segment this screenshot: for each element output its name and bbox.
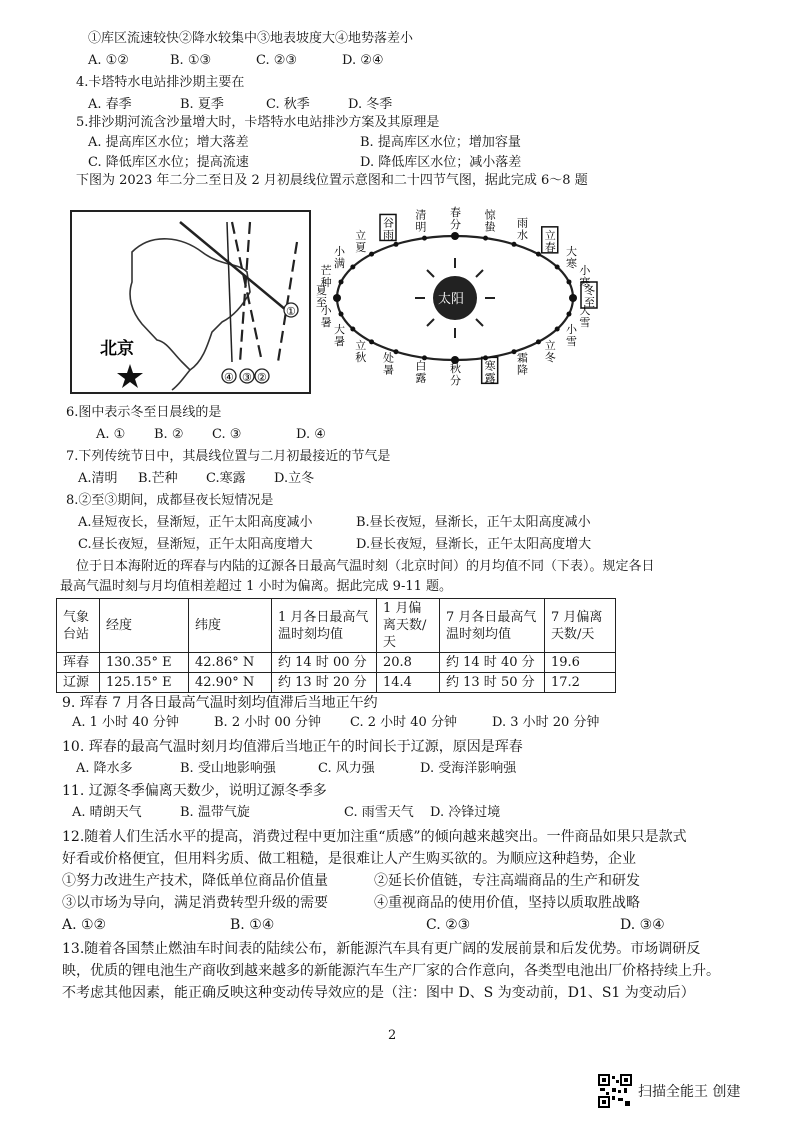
intro-6-8: 下图为 2023 年二分二至日及 2 月初晨线位置示意图和二十四节气图，据此完成 6～8 题: [76, 173, 588, 188]
q7-stem: 7.下列传统节日中，其晨线位置与二月初最接近的节气是: [66, 449, 391, 464]
q8-stem: 8.②至③期间，成都昼夜长短情况是: [66, 493, 274, 508]
table-row: [57, 673, 616, 693]
line-label-1: ①: [286, 305, 296, 318]
table-header: 7 月偏离天数/天: [545, 599, 616, 653]
solar-term-label: 露: [415, 371, 427, 385]
table-header: 纬度: [189, 599, 272, 653]
orbit-point: [569, 294, 577, 302]
q13-stem-line1: 13.随着各国禁止燃油车时间表的陆续公布，新能源汽车具有更广阔的发展前景和后发优势。市场调研反: [62, 941, 701, 957]
q7-option-a: A.清明: [78, 471, 118, 486]
solar-term-label: 冬: [584, 284, 595, 297]
q5-option-d: D. 降低库区水位；减小落差: [360, 155, 522, 170]
orbit-point: [339, 312, 344, 317]
solar-term-label: 白: [415, 359, 427, 373]
terminator-line-extra: [227, 222, 232, 362]
solar-term-label: 夏: [355, 240, 367, 254]
q10-option-d: D. 受海洋影响强: [420, 761, 517, 776]
q10-stem: 10. 珲春的最高气温时刻月均值滞后当地正午的时间长于辽源，原因是珲春: [62, 739, 523, 755]
line-label-2: ②: [257, 371, 267, 384]
orbit-point: [369, 252, 374, 257]
q6-option-d: D. ④: [296, 427, 326, 442]
table-cell: 42.86° N: [189, 653, 272, 673]
solar-term-label: 暑: [320, 316, 332, 330]
q5-option-c: C. 降低库区水位；提高流速: [88, 155, 249, 170]
q13-stem-line3: 不考虑其他因素，能正确反映这种变动传导效应的是（注：图中 D、S 为变动前，D1、S1 为变动后）: [62, 985, 695, 1001]
solar-term-label: 雨: [517, 216, 528, 230]
beijing-label: 北京: [100, 339, 134, 359]
q4-option-a: A. 春季: [88, 97, 132, 112]
solar-term-label: 大: [579, 304, 591, 318]
line-label-4: ④: [224, 371, 234, 384]
solar-term-label: 霜: [517, 351, 528, 365]
q10-option-c: C. 风力强: [318, 761, 375, 776]
table-row: [57, 653, 616, 673]
solar-term-label: 立: [544, 339, 556, 353]
q6-option-c: C. ③: [212, 427, 242, 442]
orbit-point: [555, 265, 560, 270]
q3-option-a: A. ①②: [88, 53, 129, 68]
q4-option-d: D. 冬季: [348, 97, 393, 112]
intro-9-11-line2: 最高气温时刻与月均值相差超过 1 小时为偏离。据此完成 9-11 题。: [60, 579, 453, 594]
solar-term-label: 秋: [355, 351, 367, 365]
solar-term-label: 蛰: [484, 220, 496, 234]
q7-option-b: B.芒种: [138, 471, 178, 486]
q9-stem: 9. 珲春 7 月各日最高气温时刻均值滞后当地正午约: [62, 695, 378, 711]
q12-statement-3: ③以市场为导向，满足消费转型升级的需要: [62, 895, 328, 911]
q4-stem: 4.卡塔特水电站排沙期主要在: [76, 75, 245, 90]
solar-term-label: 寒: [579, 275, 591, 289]
terminator-map-svg: [72, 212, 309, 392]
solar-term-label: 大: [333, 323, 345, 336]
terminator-line-2: [232, 222, 262, 362]
solar-term-label: 处: [383, 351, 394, 365]
solar-term-label: 芒: [320, 263, 332, 277]
solar-term-label: 寒: [566, 257, 578, 270]
table-cell: 约 14 时 40 分: [440, 653, 545, 673]
q3-option-b: B. ①③: [170, 53, 212, 68]
orbit-point: [350, 327, 355, 332]
solar-term-label: 水: [517, 228, 528, 242]
terminator-line-1: [180, 222, 286, 310]
orbit-point: [483, 236, 488, 241]
solar-term-label: 暑: [333, 335, 345, 348]
q4-option-b: B. 夏季: [180, 97, 224, 112]
orbit-point: [333, 294, 341, 302]
orbit-point: [566, 312, 571, 317]
q8-option-a: A.昼短夜长，昼渐短，正午太阳高度减小: [78, 515, 313, 530]
table-header-row: [57, 599, 616, 653]
q9-option-b: B. 2 小时 00 分钟: [214, 715, 322, 730]
table-cell: 约 14 时 00 分: [272, 653, 377, 673]
table-header: 1 月偏离天数/天: [377, 599, 440, 653]
orbit-point: [394, 349, 399, 354]
table-cell: 14.4: [377, 673, 440, 693]
solar-term-label: 雪: [579, 316, 591, 330]
orbit-point: [422, 236, 427, 241]
q5-stem: 5.排沙期河流含沙量增大时，卡塔特水电站排沙方案及其原理是: [76, 115, 440, 130]
solar-term-label: 清: [415, 208, 427, 222]
qr-code-icon: [598, 1074, 632, 1108]
orbit-point: [536, 339, 541, 344]
orbit-point: [350, 265, 355, 270]
solar-term-label: 降: [517, 363, 528, 377]
orbit-point: [566, 279, 571, 284]
table-cell: 42.90° N: [189, 673, 272, 693]
q9-option-d: D. 3 小时 20 分钟: [492, 715, 600, 730]
q12-option-c: C. ②③: [426, 917, 471, 933]
solar-term-label: 雨: [383, 228, 394, 242]
orbit-point: [512, 242, 517, 247]
q11-option-d: D. 冷锋过境: [430, 805, 501, 820]
table-header: 经度: [100, 599, 189, 653]
table-cell: 125.15° E: [100, 673, 189, 693]
q3-option-c: C. ②③: [256, 53, 298, 68]
q10-option-b: B. 受山地影响强: [180, 761, 276, 776]
q5-option-a: A. 提高库区水位；增大落差: [88, 135, 249, 150]
solar-terms-svg: [318, 196, 608, 410]
intro-9-11-line1: 位于日本海附近的珲春与内陆的辽源各日最高气温时刻（北京时间）的月均值不同（下表）。规定各日: [76, 559, 655, 574]
q11-option-b: B. 温带气旋: [180, 805, 250, 820]
q11-option-c: C. 雨雪天气: [344, 805, 414, 820]
q3-option-d: D. ②④: [342, 53, 384, 68]
solar-term-label: 秋: [450, 362, 461, 375]
solar-term-label: 至: [584, 296, 595, 309]
orbit-point: [369, 339, 374, 344]
q6-option-b: B. ②: [154, 427, 184, 442]
solar-term-label: 小: [566, 323, 578, 336]
solar-term-label: 立: [355, 339, 367, 353]
table-cell: 19.6: [545, 653, 616, 673]
solar-term-label: 春: [450, 206, 461, 219]
beijing-star-icon: [117, 364, 143, 388]
solar-term-label: 夏: [316, 284, 327, 297]
solar-term-label: 立: [544, 228, 556, 242]
scanner-brand-text: 扫描全能王 创建: [638, 1084, 741, 1100]
page-number: 2: [388, 1028, 397, 1043]
sun-label: 太阳: [438, 292, 465, 307]
solar-term-label: 小: [333, 245, 345, 258]
table-header: 7 月各日最高气温时刻均值: [440, 599, 545, 653]
q12-statement-2: ②延长价值链，专注高端商品的生产和研发: [374, 873, 640, 889]
table-cell: 珲春: [57, 653, 100, 673]
solar-term-label: 露: [484, 371, 496, 385]
q6-stem: 6.图中表示冬至日晨线的是: [66, 405, 222, 420]
solar-term-label: 种: [320, 275, 332, 289]
q5-option-b: B. 提高库区水位；增加容量: [360, 135, 521, 150]
solar-term-label: 立: [355, 228, 367, 242]
orbit-point: [512, 349, 517, 354]
terminator-map: [70, 210, 311, 394]
weather-station-table: [56, 598, 616, 693]
q8-option-b: B.昼长夜短，昼渐长，正午太阳高度减小: [356, 515, 591, 530]
orbit-point: [555, 327, 560, 332]
table-header: 气象台站: [57, 599, 100, 653]
solar-term-label: 小: [320, 304, 332, 318]
solar-term-label: 明: [415, 220, 427, 234]
q7-option-c: C.寒露: [206, 471, 246, 486]
solar-term-label: 暑: [383, 363, 394, 377]
q12-stem-line1: 12.随着人们生活水平的提高，消费过程中更加注重“质感”的倾向越来越突出。一件商品如果只是款式: [62, 829, 687, 845]
q11-option-a: A. 晴朗天气: [72, 805, 142, 820]
q3-statements: ①库区流速较快②降水较集中③地表坡度大④地势落差小: [88, 31, 414, 46]
q13-stem-line2: 映，优质的锂电池生产商收到越来越多的新能源汽车生产厂家的合作意向，各类型电池出厂价格持续上升。: [62, 963, 720, 979]
q12-stem-line2: 好看或价格便宜，但用料劣质、做工粗糙，是很难让人产生购买欲的。为顺应这种趋势，企业: [62, 851, 636, 867]
orbit-point: [394, 242, 399, 247]
solar-term-label: 冬: [544, 351, 556, 365]
solar-term-label: 小: [579, 263, 591, 277]
solar-term-label: 分: [450, 374, 461, 387]
scanner-watermark: [598, 1074, 740, 1108]
solar-term-label: 惊: [484, 208, 496, 222]
q9-option-a: A. 1 小时 40 分钟: [72, 715, 179, 730]
q6-option-a: A. ①: [96, 427, 126, 442]
q10-option-a: A. 降水多: [76, 761, 133, 776]
q11-stem: 11. 辽源冬季偏离天数少，说明辽源冬季多: [62, 783, 327, 799]
table-header: 1 月各日最高气温时刻均值: [272, 599, 377, 653]
q7-option-d: D.立冬: [274, 471, 315, 486]
line-label-3: ③: [242, 371, 252, 384]
q12-statement-1: ①努力改进生产技术，降低单位商品价值量: [62, 873, 328, 889]
q12-option-d: D. ③④: [620, 917, 665, 933]
orbit-point: [451, 232, 459, 240]
orbit-point: [536, 252, 541, 257]
solar-term-label: 谷: [383, 216, 394, 230]
solar-term-label: 雪: [566, 335, 578, 348]
solar-terms-diagram: [318, 196, 608, 410]
table-cell: 17.2: [545, 673, 616, 693]
orbit-point: [339, 279, 344, 284]
q8-option-c: C.昼长夜短，昼渐短，正午太阳高度增大: [78, 537, 313, 552]
q8-option-d: D.昼长夜短，昼渐长，正午太阳高度增大: [356, 537, 592, 552]
table-cell: 130.35° E: [100, 653, 189, 673]
q4-option-c: C. 秋季: [266, 97, 310, 112]
terminator-line-3: [240, 222, 250, 362]
solar-term-label: 分: [450, 218, 461, 231]
q12-option-a: A. ①②: [62, 917, 107, 933]
solar-term-label: 春: [544, 240, 556, 254]
table-cell: 20.8: [377, 653, 440, 673]
table-cell: 约 13 时 20 分: [272, 673, 377, 693]
solar-term-label: 大: [566, 245, 578, 258]
table-cell: 辽源: [57, 673, 100, 693]
solar-term-label: 至: [316, 296, 327, 309]
q9-option-c: C. 2 小时 40 分钟: [350, 715, 457, 730]
q12-option-b: B. ①④: [230, 917, 275, 933]
q12-statement-4: ④重视商品的使用价值，坚持以质取胜战略: [374, 895, 640, 911]
solar-term-label: 寒: [484, 359, 496, 373]
terminator-line-4: [278, 242, 297, 362]
solar-term-label: 满: [333, 257, 345, 270]
table-cell: 约 13 时 50 分: [440, 673, 545, 693]
